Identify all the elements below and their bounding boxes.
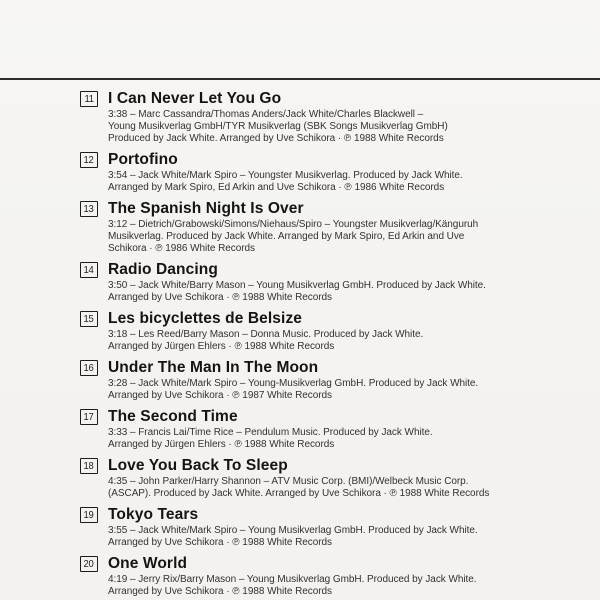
credit-line: 3:12 – Dietrich/Grabowski/Simons/Niehaus/Spiro – Youngster Musikverlag/Känguruh [108, 219, 479, 230]
track-title [108, 359, 550, 376]
track-main [108, 310, 550, 353]
track-main [108, 90, 550, 145]
credit-line: Arranged by Uve Schikora · ℗ 1988 White Records [108, 292, 333, 303]
credit-line: Arranged by Uve Schikora · ℗ 1988 White Records [108, 586, 333, 597]
track-title-text: The Second Time [108, 408, 238, 425]
track-credits [108, 219, 550, 255]
track-title-text: I Can Never Let You Go [108, 90, 282, 107]
track-number-box [80, 458, 98, 474]
track-title [108, 261, 550, 278]
credit-line: Musikverlag. Produced by Jack White. Arranged by Mark Spiro, Ed Arkin and Uve [108, 231, 465, 242]
track-number: 19 [84, 509, 94, 521]
track-number: 13 [84, 203, 94, 215]
track-number-box [80, 360, 98, 376]
track-number: 20 [84, 558, 94, 570]
track-row [80, 90, 550, 145]
credit-line: 4:19 – Jerry Rix/Barry Mason – Young Musikverlag GmbH. Produced by Jack White. [108, 574, 477, 585]
track-credits [108, 574, 550, 598]
track-list [80, 90, 550, 600]
track-row [80, 310, 550, 353]
track-number: 12 [84, 154, 94, 166]
track-row [80, 555, 550, 598]
track-number-box [80, 152, 98, 168]
credit-line: Schikora · ℗ 1986 White Records [108, 243, 255, 254]
credit-line: 3:38 – Marc Cassandra/Thomas Anders/Jack White/Charles Blackwell – [108, 109, 424, 120]
track-title-text: One World [108, 555, 188, 572]
credit-line: Arranged by Jürgen Ehlers · ℗ 1988 White Records [108, 341, 335, 352]
track-number: 14 [84, 264, 94, 276]
credit-line: Arranged by Jürgen Ehlers · ℗ 1988 White Records [108, 439, 335, 450]
track-number-box [80, 556, 98, 572]
track-row [80, 359, 550, 402]
credit-line: 3:55 – Jack White/Mark Spiro – Young Musikverlag GmbH. Produced by Jack White. [108, 525, 478, 536]
track-number-box [80, 201, 98, 217]
credit-line: Arranged by Uve Schikora · ℗ 1988 White Records [108, 537, 333, 548]
credit-line: 4:35 – John Parker/Harry Shannon – ATV Music Corp. (BMI)/Welbeck Music Corp. [108, 476, 469, 487]
track-number: 11 [84, 93, 94, 105]
track-number-box [80, 262, 98, 278]
track-main [108, 408, 550, 451]
credit-line: Arranged by Uve Schikora · ℗ 1987 White Records [108, 390, 333, 401]
track-title-text: The Spanish Night Is Over [108, 200, 304, 217]
top-horizontal-rule [0, 78, 600, 80]
track-credits [108, 170, 550, 194]
track-title [108, 200, 550, 217]
track-number: 15 [84, 313, 94, 325]
track-credits [108, 525, 550, 549]
track-title-text: Love You Back To Sleep [108, 457, 288, 474]
track-title [108, 457, 550, 474]
track-credits [108, 109, 550, 145]
track-title [108, 408, 550, 425]
track-credits [108, 427, 550, 451]
track-title-text: Radio Dancing [108, 261, 218, 278]
track-number-box [80, 409, 98, 425]
track-row [80, 408, 550, 451]
track-main [108, 359, 550, 402]
track-title [108, 555, 550, 572]
track-main [108, 457, 550, 500]
track-main [108, 151, 550, 194]
track-title-text: Tokyo Tears [108, 506, 199, 523]
track-row [80, 151, 550, 194]
track-credits [108, 476, 550, 500]
track-main [108, 555, 550, 598]
credit-line: (ASCAP). Produced by Jack White. Arranged by Uve Schikora · ℗ 1988 White Records [108, 488, 490, 499]
track-number: 18 [84, 460, 94, 472]
track-title-text: Under The Man In The Moon [108, 359, 319, 376]
track-row [80, 200, 550, 255]
credit-line: 3:28 – Jack White/Mark Spiro – Young-Musikverlag GmbH. Produced by Jack White. [108, 378, 479, 389]
credit-line: 3:50 – Jack White/Barry Mason – Young Musikverlag GmbH. Produced by Jack White. [108, 280, 486, 291]
track-credits [108, 378, 550, 402]
credit-line: Produced by Jack White. Arranged by Uve Schikora · ℗ 1988 White Records [108, 133, 444, 144]
track-number-box [80, 91, 98, 107]
track-number: 16 [84, 362, 94, 374]
credit-line: 3:18 – Les Reed/Barry Mason – Donna Music. Produced by Jack White. [108, 329, 424, 340]
track-main [108, 200, 550, 255]
track-number: 17 [84, 411, 94, 423]
credit-line: Young Musikverlag GmbH/TYR Musikverlag (SBK Songs Musikverlag GmbH) [108, 121, 448, 132]
track-main [108, 506, 550, 549]
track-title-text: Les bicyclettes de Belsize [108, 310, 303, 327]
track-credits [108, 329, 550, 353]
credit-line: 3:54 – Jack White/Mark Spiro – Youngster Musikverlag. Produced by Jack White. [108, 170, 463, 181]
track-title-text: Portofino [108, 151, 178, 168]
track-number-box [80, 311, 98, 327]
track-number-box [80, 507, 98, 523]
track-title [108, 310, 550, 327]
track-row [80, 506, 550, 549]
track-title [108, 151, 550, 168]
track-title [108, 506, 550, 523]
track-row [80, 261, 550, 304]
track-credits [108, 280, 550, 304]
credit-line: Arranged by Mark Spiro, Ed Arkin and Uve Schikora · ℗ 1986 White Records [108, 182, 445, 193]
track-row [80, 457, 550, 500]
track-title [108, 90, 550, 107]
credit-line: 3:33 – Francis Lai/Time Rice – Pendulum Music. Produced by Jack White. [108, 427, 433, 438]
track-main [108, 261, 550, 304]
